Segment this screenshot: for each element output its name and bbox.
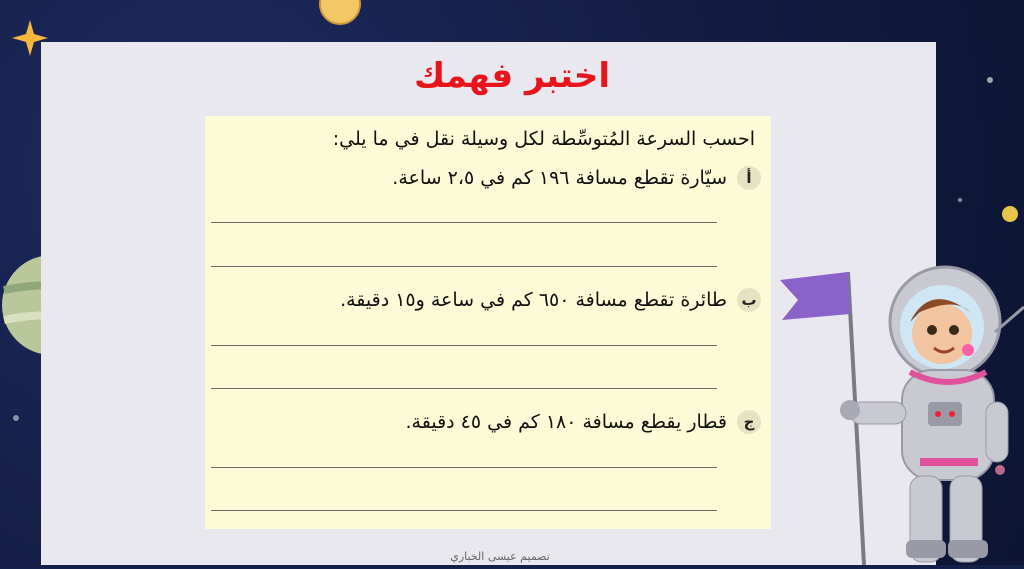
coin-planet-icon (317, 0, 363, 30)
item-text: سيّارة تقطع مسافة ١٩٦ كم في ٢،٥ ساعة. (392, 167, 727, 189)
item-text: قطار يقطع مسافة ١٨٠ كم في ٤٥ دقيقة. (405, 411, 727, 433)
item-label-badge: ب (737, 288, 761, 312)
item-label-badge: أ (737, 166, 761, 190)
astronaut-illustration (770, 252, 1024, 565)
exercise-item-b (340, 288, 761, 312)
answer-line[interactable] (211, 266, 717, 267)
answer-line[interactable] (211, 388, 717, 389)
answer-line[interactable] (211, 345, 717, 346)
answer-line[interactable] (211, 510, 717, 511)
exercise-item-c (406, 410, 761, 434)
answer-line[interactable] (211, 467, 717, 468)
exercise-item-a (392, 166, 761, 190)
exercise-card (205, 116, 771, 529)
item-text: طائرة تقطع مسافة ٦٥٠ كم في ساعة و١٥ دقيقة. (340, 289, 727, 311)
page-title: اختبر فهمك (413, 56, 611, 96)
designer-credit: تصميم عيسى الخباري (450, 550, 550, 563)
answer-line[interactable] (211, 222, 717, 223)
exercise-intro: احسب السرعة المُتوسِّطة لكل وسيلة نقل في ما يلي: (332, 128, 755, 150)
item-label-badge: ج (737, 410, 761, 434)
